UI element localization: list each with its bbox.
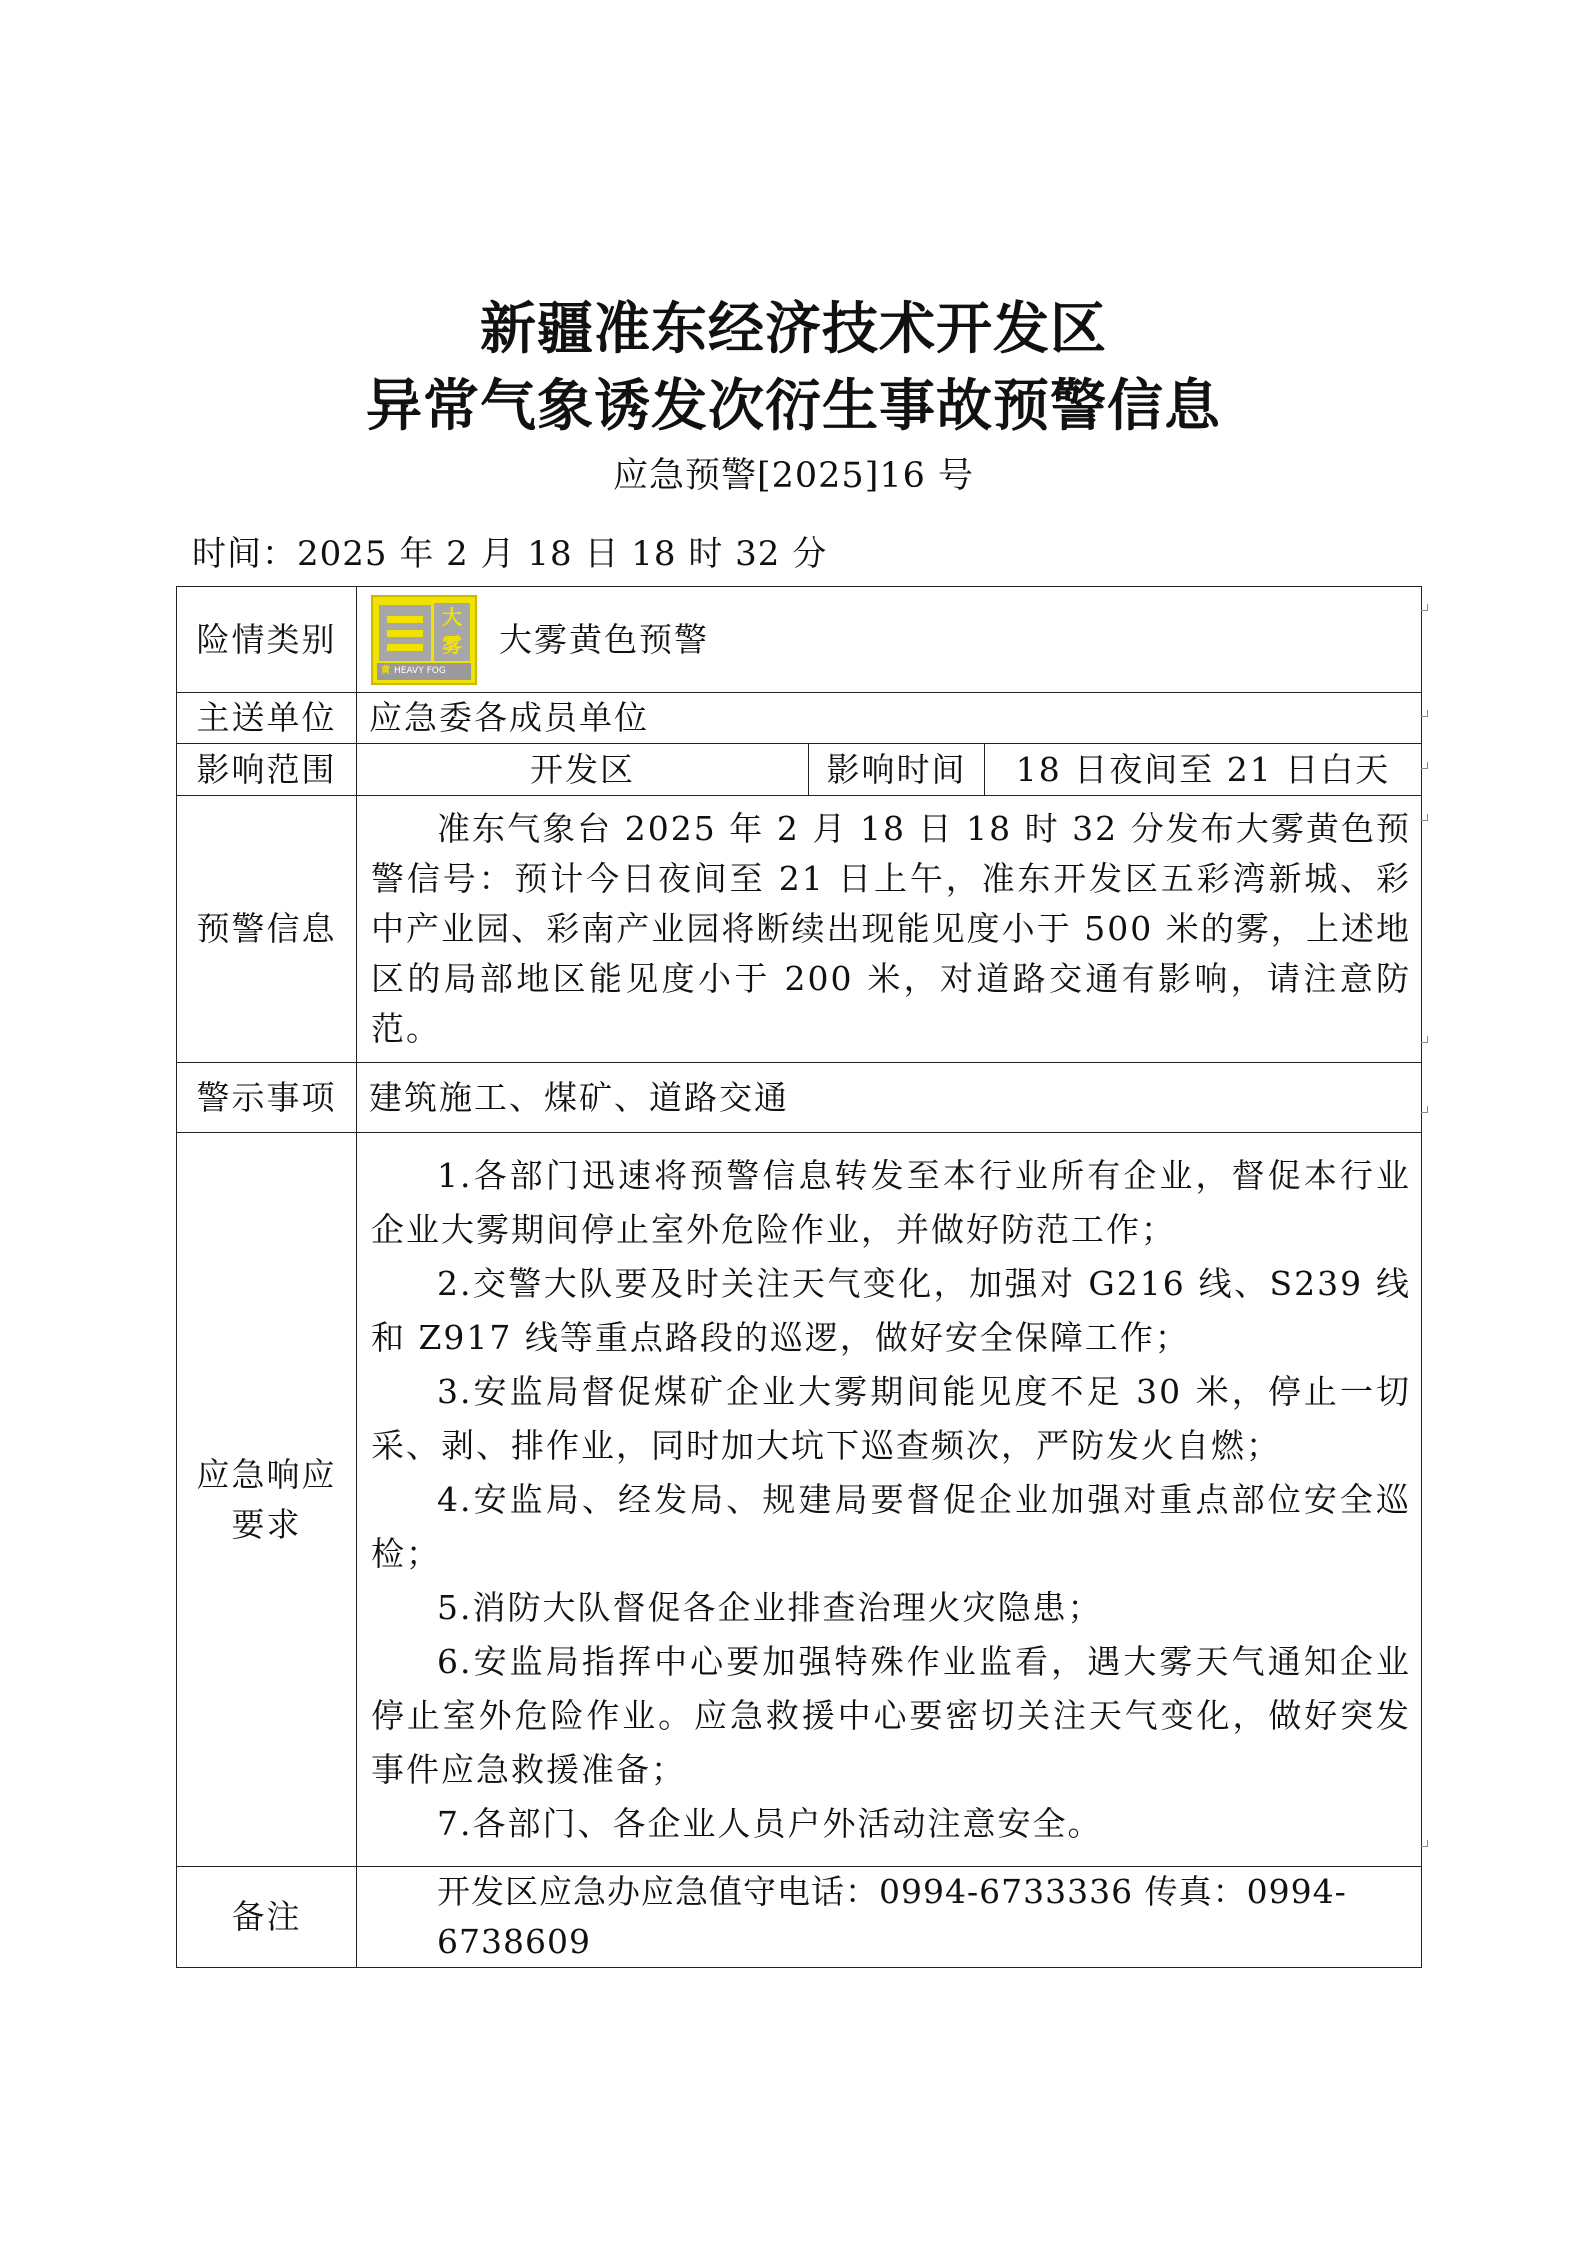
impact-time-label: 影响时间: [809, 744, 985, 796]
paragraph-mark: [1421, 1036, 1428, 1043]
paragraph-mark: [1421, 710, 1428, 717]
warning-info-cell: [357, 796, 1422, 1063]
paragraph-mark: [1421, 762, 1428, 769]
row-remark: [177, 1867, 1422, 1968]
paragraph-mark: [1421, 1840, 1428, 1847]
response-label-line1: 应急响应: [196, 1454, 337, 1494]
issue-time: 时间：2025 年 2 月 18 日 18 时 32 分: [192, 534, 828, 574]
warning-info-table: [176, 586, 1422, 1968]
signal-bars-icon: [379, 605, 431, 661]
paragraph-mark: [1421, 1106, 1428, 1113]
warning-info-text: 准东气象台 2025 年 2 月 18 日 18 时 32 分发布大雾黄色预警信号：预计今日夜间至 21 日上午，准东开发区五彩湾新城、彩中产业园、彩南产业园将断续出现能见度小于 500 米的雾，上述地区的局部地区能见度小于 200 米，对道路交通有影响，请注意防范。: [371, 809, 1412, 1048]
response-item: 6.安监局指挥中心要加强特殊作业监看，遇大雾天气通知企业停止室外危险作业。应急救援中心要密切关注天气变化，做好突发事件应急救援准备；: [371, 1641, 1412, 1789]
hazard-type-label: 险情类别: [177, 587, 357, 693]
response-label: [177, 1133, 357, 1867]
response-item: 7.各部门、各企业人员户外活动注意安全。: [437, 1803, 1103, 1843]
response-item: 5.消防大队督促各企业排查治理火灾隐患；: [437, 1587, 1103, 1627]
scope-value: 开发区: [357, 744, 809, 796]
response-label-line2: 要求: [231, 1504, 302, 1544]
remark-label: 备注: [177, 1867, 357, 1968]
notice-value: 建筑施工、煤矿、道路交通: [357, 1063, 1422, 1133]
signal-footer-en: HEAVY FOG: [394, 665, 446, 676]
hazard-type-cell: [357, 587, 1422, 693]
response-item: 1.各部门迅速将预警信息转发至本行业所有企业，督促本行业企业大雾期间停止室外危险作业，并做好防范工作；: [371, 1155, 1412, 1249]
impact-time-value: 18 日夜间至 21 日白天: [985, 744, 1422, 796]
paragraph-mark: [1421, 814, 1428, 821]
row-recipient: [177, 693, 1422, 744]
row-scope-time: [177, 744, 1422, 796]
scope-label: 影响范围: [177, 744, 357, 796]
response-item: 3.安监局督促煤矿企业大雾期间能见度不足 30 米，停止一切采、剥、排作业，同时加大坑下巡查频次，严防发火自燃；: [371, 1371, 1412, 1465]
response-item: 2.交警大队要及时关注天气变化，加强对 G216 线、S239 线和 Z917 线等重点路段的巡逻，做好安全保障工作；: [371, 1263, 1412, 1357]
row-notice: [177, 1063, 1422, 1133]
recipient-label: 主送单位: [177, 693, 357, 744]
notice-label: 警示事项: [177, 1063, 357, 1133]
hazard-type-value: 大雾黄色预警: [499, 619, 709, 659]
recipient-value: 应急委各成员单位: [357, 693, 1422, 744]
row-response: [177, 1133, 1422, 1867]
signal-chars: 大雾: [434, 603, 470, 661]
signal-footer: [377, 663, 471, 680]
row-warning-info: [177, 796, 1422, 1063]
paragraph-mark: [1421, 604, 1428, 611]
response-item: 4.安监局、经发局、规建局要督促企业加强对重点部位安全巡检；: [371, 1479, 1412, 1573]
document-number: 应急预警[2025]16 号: [612, 456, 975, 496]
heavy-fog-yellow-signal-icon: [371, 595, 477, 685]
row-hazard-type: [177, 587, 1422, 693]
signal-footer-cn: 黄: [381, 665, 391, 676]
warning-info-label: 预警信息: [177, 796, 357, 1063]
remark-value: 开发区应急办应急值守电话：0994-6733336 传真：0994-6738609: [357, 1867, 1422, 1968]
document-title-line2: 异常气象诱发次衍生事故预警信息: [366, 374, 1221, 439]
document-title-line1: 新疆准东经济技术开发区: [480, 297, 1107, 362]
response-requirements: [357, 1133, 1422, 1867]
